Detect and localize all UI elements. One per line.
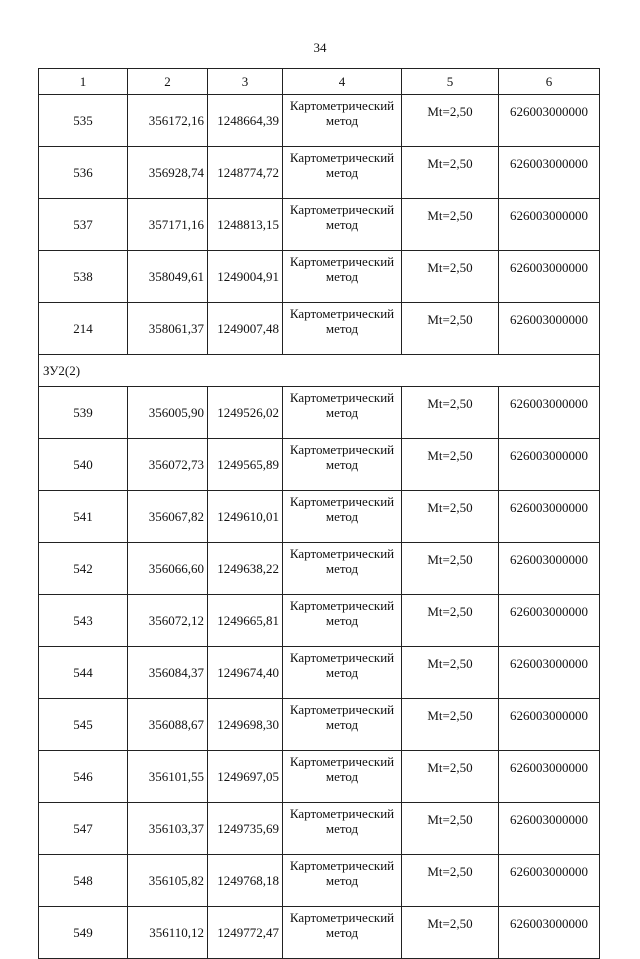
method-line-1: Картометрический (289, 598, 395, 613)
point-number-cell: 535 (39, 95, 128, 147)
method-cell (283, 251, 402, 303)
method-cell (283, 303, 402, 355)
table-row (39, 439, 600, 491)
accuracy-cell: Mt=2,50 (402, 907, 499, 959)
method-line-1: Картометрический (289, 650, 395, 665)
method-cell (283, 699, 402, 751)
method-line-2: метод (325, 457, 359, 472)
table-row (39, 595, 600, 647)
table-row (39, 751, 600, 803)
x-coordinate-cell: 356084,37 (128, 647, 208, 699)
x-coordinate-cell: 356101,55 (128, 751, 208, 803)
y-coordinate-cell: 1249526,02 (208, 387, 283, 439)
method-cell (283, 543, 402, 595)
method-line-1: Картометрический (289, 702, 395, 717)
code-cell: 626003000000 (499, 543, 600, 595)
table-row (39, 251, 600, 303)
x-coordinate-cell: 357171,16 (128, 199, 208, 251)
code-cell: 626003000000 (499, 439, 600, 491)
y-coordinate-cell: 1249698,30 (208, 699, 283, 751)
accuracy-cell: Mt=2,50 (402, 491, 499, 543)
header-cell-1: 1 (39, 69, 128, 95)
x-coordinate-cell: 356066,60 (128, 543, 208, 595)
y-coordinate-cell: 1249007,48 (208, 303, 283, 355)
point-number-cell: 536 (39, 147, 128, 199)
method-line-2: метод (325, 405, 359, 420)
accuracy-cell: Mt=2,50 (402, 595, 499, 647)
code-cell: 626003000000 (499, 907, 600, 959)
accuracy-cell: Mt=2,50 (402, 803, 499, 855)
method-line-1: Картометрический (289, 494, 395, 509)
accuracy-cell: Mt=2,50 (402, 647, 499, 699)
section-row (39, 355, 600, 387)
x-coordinate-cell: 358049,61 (128, 251, 208, 303)
method-line-2: метод (325, 561, 359, 576)
accuracy-cell: Mt=2,50 (402, 543, 499, 595)
y-coordinate-cell: 1249665,81 (208, 595, 283, 647)
code-cell: 626003000000 (499, 647, 600, 699)
table-row (39, 803, 600, 855)
point-number-cell: 542 (39, 543, 128, 595)
method-line-2: метод (325, 509, 359, 524)
method-cell (283, 147, 402, 199)
x-coordinate-cell: 358061,37 (128, 303, 208, 355)
method-cell (283, 595, 402, 647)
method-line-2: метод (325, 165, 359, 180)
method-line-1: Картометрический (289, 442, 395, 457)
point-number-cell: 546 (39, 751, 128, 803)
code-cell: 626003000000 (499, 199, 600, 251)
method-cell (283, 647, 402, 699)
table-row (39, 303, 600, 355)
method-line-1: Картометрический (289, 390, 395, 405)
table-row (39, 907, 600, 959)
point-number-cell: 539 (39, 387, 128, 439)
method-line-1: Картометрический (289, 306, 395, 321)
method-cell (283, 387, 402, 439)
code-cell: 626003000000 (499, 699, 600, 751)
code-cell: 626003000000 (499, 491, 600, 543)
y-coordinate-cell: 1249697,05 (208, 751, 283, 803)
header-cell-2: 2 (128, 69, 208, 95)
method-cell (283, 803, 402, 855)
y-coordinate-cell: 1248664,39 (208, 95, 283, 147)
code-cell: 626003000000 (499, 251, 600, 303)
accuracy-cell: Mt=2,50 (402, 199, 499, 251)
point-number-cell: 537 (39, 199, 128, 251)
table-row (39, 647, 600, 699)
method-line-2: метод (325, 717, 359, 732)
point-number-cell: 544 (39, 647, 128, 699)
accuracy-cell: Mt=2,50 (402, 251, 499, 303)
code-cell: 626003000000 (499, 751, 600, 803)
y-coordinate-cell: 1249004,91 (208, 251, 283, 303)
point-number-cell: 545 (39, 699, 128, 751)
y-coordinate-cell: 1249735,69 (208, 803, 283, 855)
method-line-2: метод (325, 873, 359, 888)
code-cell: 626003000000 (499, 803, 600, 855)
accuracy-cell: Mt=2,50 (402, 751, 499, 803)
method-line-1: Картометрический (289, 858, 395, 873)
code-cell: 626003000000 (499, 303, 600, 355)
table-row (39, 387, 600, 439)
point-number-cell: 549 (39, 907, 128, 959)
method-cell (283, 95, 402, 147)
accuracy-cell: Mt=2,50 (402, 95, 499, 147)
header-cell-4: 4 (283, 69, 402, 95)
y-coordinate-cell: 1249772,47 (208, 907, 283, 959)
method-line-1: Картометрический (289, 910, 395, 925)
code-cell: 626003000000 (499, 595, 600, 647)
point-number-cell: 541 (39, 491, 128, 543)
y-coordinate-cell: 1248813,15 (208, 199, 283, 251)
method-line-1: Картометрический (289, 806, 395, 821)
table-row (39, 699, 600, 751)
method-line-2: метод (325, 665, 359, 680)
y-coordinate-cell: 1249638,22 (208, 543, 283, 595)
x-coordinate-cell: 356072,73 (128, 439, 208, 491)
point-number-cell: 547 (39, 803, 128, 855)
header-cell-6: 6 (499, 69, 600, 95)
y-coordinate-cell: 1249565,89 (208, 439, 283, 491)
code-cell: 626003000000 (499, 387, 600, 439)
accuracy-cell: Mt=2,50 (402, 387, 499, 439)
method-line-2: метод (325, 269, 359, 284)
table-row (39, 95, 600, 147)
method-cell (283, 439, 402, 491)
method-line-2: метод (325, 925, 359, 940)
method-line-2: метод (325, 613, 359, 628)
method-line-2: метод (325, 113, 359, 128)
method-line-2: метод (325, 321, 359, 336)
point-number-cell: 548 (39, 855, 128, 907)
coordinates-table-body (39, 69, 600, 959)
accuracy-cell: Mt=2,50 (402, 855, 499, 907)
method-line-1: Картометрический (289, 150, 395, 165)
x-coordinate-cell: 356928,74 (128, 147, 208, 199)
method-line-2: метод (325, 217, 359, 232)
y-coordinate-cell: 1248774,72 (208, 147, 283, 199)
x-coordinate-cell: 356105,82 (128, 855, 208, 907)
x-coordinate-cell: 356072,12 (128, 595, 208, 647)
y-coordinate-cell: 1249674,40 (208, 647, 283, 699)
table-header-row (39, 69, 600, 95)
method-cell (283, 907, 402, 959)
page-number: 34 (313, 40, 327, 55)
accuracy-cell: Mt=2,50 (402, 303, 499, 355)
accuracy-cell: Mt=2,50 (402, 699, 499, 751)
table-row (39, 855, 600, 907)
x-coordinate-cell: 356005,90 (128, 387, 208, 439)
method-line-2: метод (325, 821, 359, 836)
point-number-cell: 543 (39, 595, 128, 647)
section-label: ЗУ2(2) (39, 355, 600, 387)
table-row (39, 491, 600, 543)
y-coordinate-cell: 1249610,01 (208, 491, 283, 543)
method-cell (283, 751, 402, 803)
accuracy-cell: Mt=2,50 (402, 147, 499, 199)
x-coordinate-cell: 356172,16 (128, 95, 208, 147)
method-line-1: Картометрический (289, 546, 395, 561)
method-line-1: Картометрический (289, 254, 395, 269)
method-line-1: Картометрический (289, 202, 395, 217)
method-cell (283, 855, 402, 907)
header-cell-3: 3 (208, 69, 283, 95)
method-line-1: Картометрический (289, 98, 395, 113)
method-line-1: Картометрический (289, 754, 395, 769)
x-coordinate-cell: 356067,82 (128, 491, 208, 543)
table-row (39, 543, 600, 595)
method-cell (283, 491, 402, 543)
table-row (39, 199, 600, 251)
x-coordinate-cell: 356088,67 (128, 699, 208, 751)
coordinates-table (38, 68, 600, 959)
method-cell (283, 199, 402, 251)
code-cell: 626003000000 (499, 95, 600, 147)
code-cell: 626003000000 (499, 147, 600, 199)
point-number-cell: 540 (39, 439, 128, 491)
accuracy-cell: Mt=2,50 (402, 439, 499, 491)
x-coordinate-cell: 356110,12 (128, 907, 208, 959)
code-cell: 626003000000 (499, 855, 600, 907)
method-line-2: метод (325, 769, 359, 784)
table-row (39, 147, 600, 199)
point-number-cell: 214 (39, 303, 128, 355)
point-number-cell: 538 (39, 251, 128, 303)
header-cell-5: 5 (402, 69, 499, 95)
x-coordinate-cell: 356103,37 (128, 803, 208, 855)
y-coordinate-cell: 1249768,18 (208, 855, 283, 907)
